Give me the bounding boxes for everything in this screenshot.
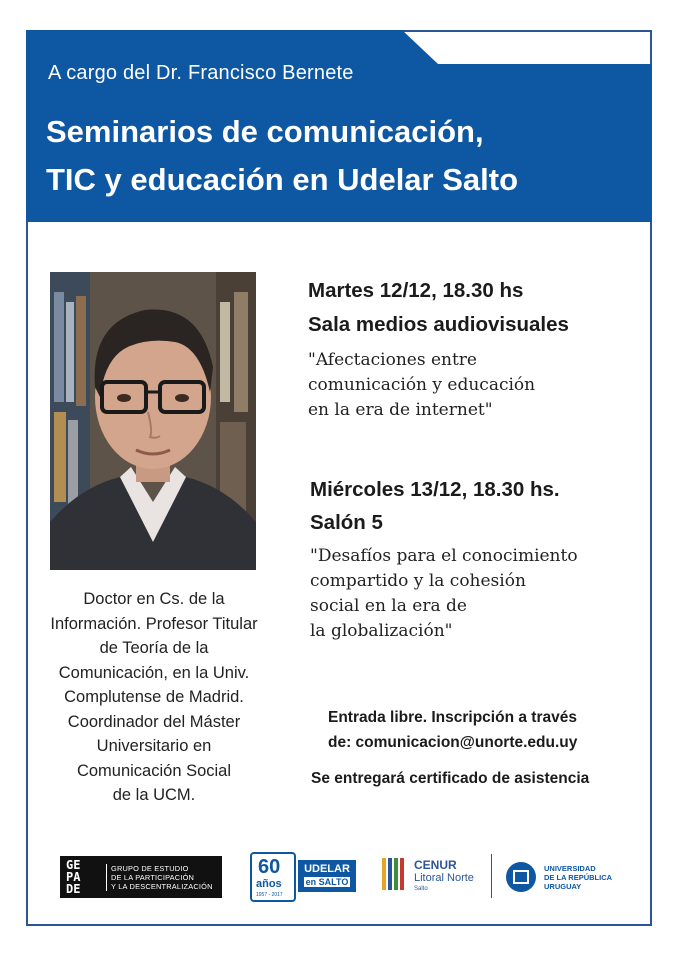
speaker-portrait-illustration — [50, 272, 256, 570]
university-name-line: URUGUAY — [544, 882, 582, 891]
cenur-logo — [382, 856, 492, 898]
registration-email: de: comunicacion@unorte.edu.uy — [328, 734, 578, 751]
bio-line: Comunicación Social — [76, 761, 232, 780]
cenur-name: CENUR — [414, 858, 457, 872]
bio-line: Universitario en — [96, 737, 212, 755]
bio-line: de Teoría de la — [99, 639, 209, 657]
bio-line: Doctor en Cs. de la — [83, 590, 225, 608]
logo-divider — [491, 854, 492, 898]
talk-line: la globalización" — [310, 621, 453, 641]
udelar-60-years: 1957 - 2017 — [256, 892, 283, 898]
poster-title — [46, 108, 518, 204]
udelar-badge-line1: UDELAR — [304, 863, 350, 875]
gepade-mark-line: PA — [66, 870, 81, 884]
udelar-60-anos-logo — [250, 852, 296, 902]
event-2-talk-title — [310, 544, 578, 644]
gepade-text-line: Y LA DESCENTRALIZACIÓN — [111, 881, 213, 891]
udelar-badge-line2: en SALTO — [305, 877, 349, 887]
university-name — [544, 864, 612, 891]
bio-line: Comunicación, en la Univ. — [58, 663, 250, 682]
udelar-salto-logo — [248, 852, 360, 902]
cenur-city: Salto — [414, 886, 428, 892]
university-seal-icon — [506, 862, 536, 892]
gepade-text-line: GRUPO DE ESTUDIO — [111, 863, 189, 873]
header-subtitle: A cargo del Dr. Francisco Bernete — [48, 62, 354, 84]
bio-line: Complutense de Madrid. — [64, 688, 244, 706]
certificate-note: Se entregará certificado de asistencia — [311, 770, 590, 787]
event-2-place: Salón 5 — [310, 511, 383, 534]
talk-line: compartido y la cohesión — [310, 571, 526, 591]
title-line-2: TIC y educación en Udelar Salto — [46, 162, 519, 197]
udelar-60-number: 60 — [258, 856, 281, 878]
speaker-photo — [50, 272, 256, 570]
gepade-mark-line: DE — [66, 882, 81, 896]
bio-line: de la UCM. — [112, 786, 196, 804]
event-1-place: Sala medios audiovisuales — [308, 313, 569, 336]
cenur-region: Litoral Norte — [414, 872, 474, 884]
event-2-date: Miércoles 13/12, 18.30 hs. — [310, 478, 560, 501]
event-1-talk-title — [308, 348, 535, 423]
talk-line: "Desafíos para el conocimiento — [310, 546, 578, 566]
bio-line: Información. Profesor Titular — [50, 614, 258, 633]
cenur-mark-icon — [382, 858, 404, 890]
bio-line: Coordinador del Máster — [67, 712, 241, 731]
university-name-line: DE LA REPÚBLICA — [544, 873, 613, 882]
speaker-bio — [38, 587, 270, 808]
event-1-date: Martes 12/12, 18.30 hs — [308, 279, 524, 302]
talk-line: en la era de internet" — [308, 400, 493, 420]
title-line-1: Seminarios de comunicación, — [46, 114, 484, 149]
universidad-republica-logo — [506, 858, 616, 898]
gepade-text — [106, 864, 213, 891]
registration-line-1: Entrada libre. Inscripción a través — [328, 709, 577, 726]
university-name-line: UNIVERSIDAD — [544, 864, 596, 873]
talk-line: "Afectaciones entre — [308, 350, 477, 370]
udelar-en-salto-badge — [298, 860, 356, 892]
udelar-60-anos: años — [256, 878, 282, 890]
gepade-mark — [60, 856, 106, 898]
talk-line: comunicación y educación — [308, 375, 536, 395]
gepade-text-line: DE LA PARTICIPACIÓN — [111, 872, 195, 882]
talk-line: social en la era de — [310, 596, 467, 616]
gepade-logo — [60, 856, 222, 898]
gepade-mark-line: GE — [66, 858, 81, 872]
